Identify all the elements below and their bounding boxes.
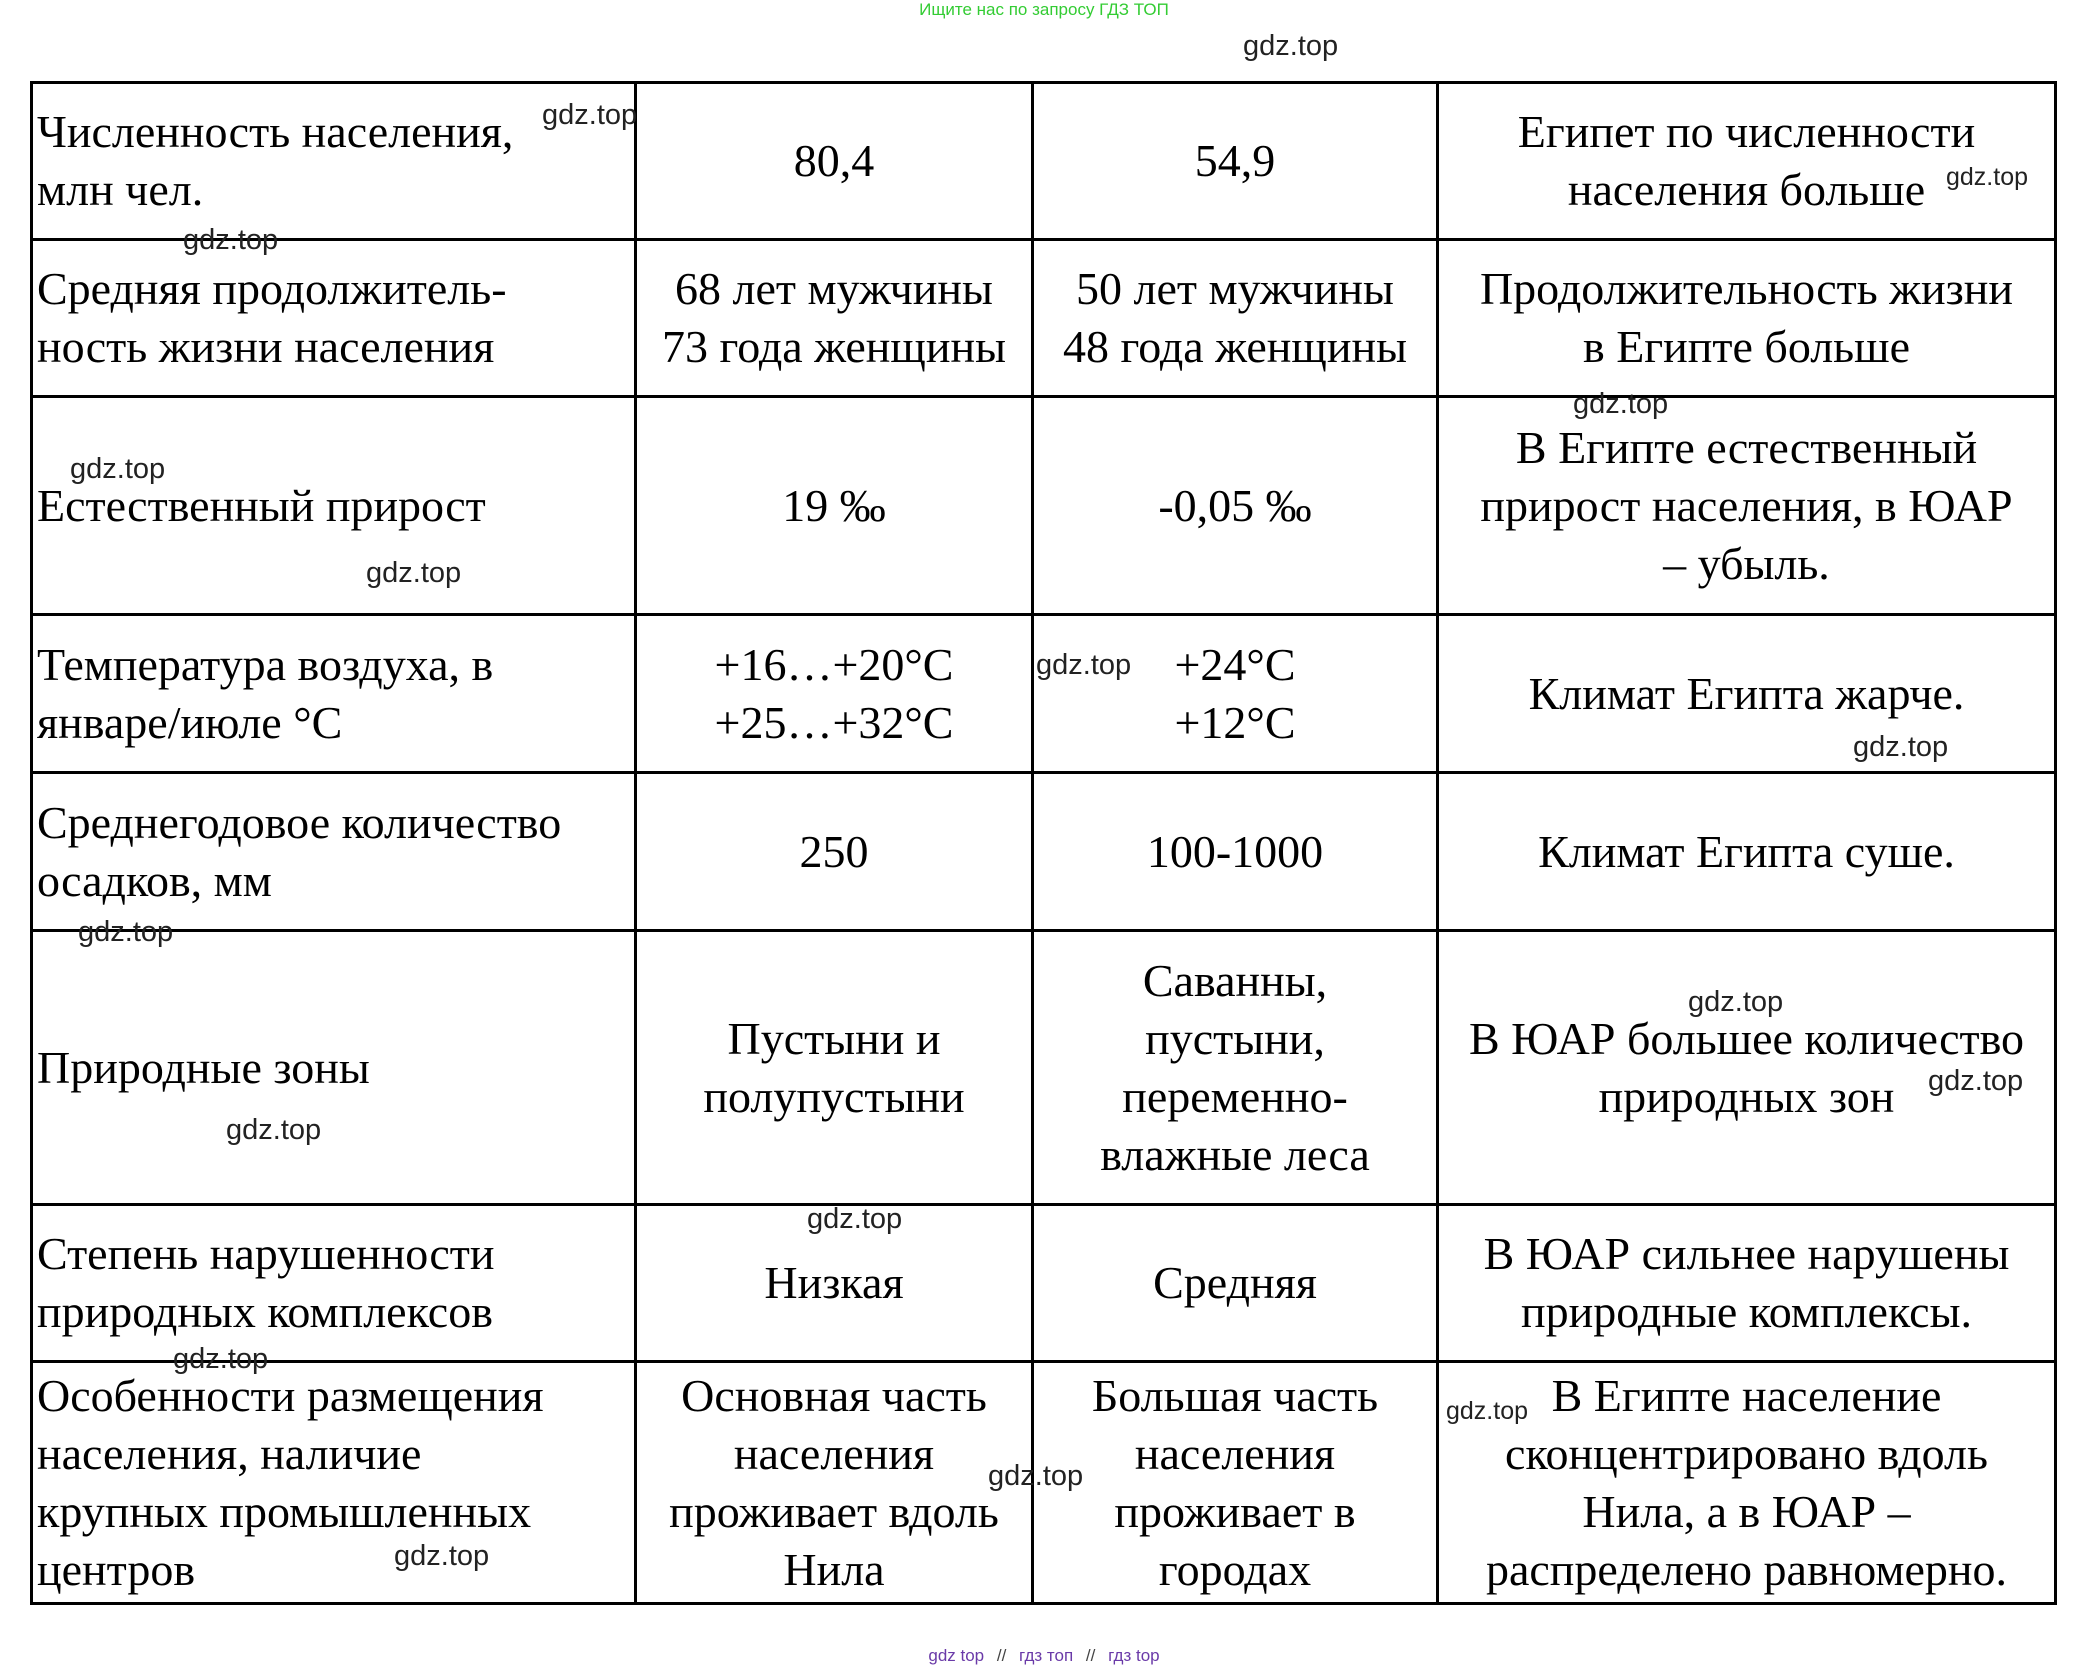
footer-link[interactable]: гдз топ (1019, 1646, 1074, 1665)
cell-text-line: 80,4 (793, 135, 875, 186)
comparison-table (30, 81, 2057, 1605)
cell-text-line: В ЮАР большее количество (1468, 1012, 2025, 1064)
cell-text-line: городах (1158, 1543, 1312, 1595)
conclusion-cell (1438, 240, 2056, 397)
cell-text-line: +12°С (1174, 696, 1296, 748)
watermark-text: gdz.top (1036, 649, 1132, 681)
conclusion-cell (1438, 1205, 2056, 1362)
sar-value-cell (1033, 1205, 1438, 1362)
cell-text-line: сконцентрировано вдоль (1505, 1427, 1988, 1479)
cell-text-line: Основная часть (681, 1369, 987, 1421)
cell-text-line: +25…+32°С (714, 696, 954, 748)
conclusion-cell (1438, 1362, 2056, 1604)
conclusion-cell (1438, 615, 2056, 773)
cell-text-line: 73 года женщины (662, 321, 1006, 372)
table-row (32, 83, 2056, 240)
egypt-value-cell (636, 240, 1033, 397)
egypt-value-cell (636, 1362, 1033, 1604)
watermark-text: gdz.top (366, 557, 462, 589)
watermark-text: gdz.top (1243, 30, 1339, 62)
egypt-value-cell (636, 615, 1033, 773)
cell-text-line: В ЮАР сильнее нарушены (1483, 1228, 2010, 1279)
sar-value-cell (1033, 397, 1438, 615)
watermark-text: gdz.top (226, 1114, 322, 1146)
cell-text-line: Природные зоны (37, 1041, 370, 1093)
cell-text-line: -0,05 ‰ (1158, 479, 1312, 531)
cell-text-line: центров (37, 1543, 196, 1595)
cell-text-line: Египет по численности (1517, 106, 1976, 157)
cell-text-line: – убыль. (1663, 537, 1830, 589)
cell-text-line: Степень нарушенности (37, 1228, 495, 1279)
cell-text-line: январе/июле °С (37, 696, 343, 748)
row-label-cell (32, 931, 636, 1205)
watermark-text: gdz.top (1446, 1397, 1529, 1425)
watermark-text: gdz.top (542, 99, 638, 131)
sar-value-cell (1033, 773, 1438, 931)
watermark-text: gdz.top (807, 1203, 903, 1235)
cell-text-line: Климат Египта жарче. (1528, 667, 1965, 719)
cell-text-line: осадков, мм (37, 854, 272, 906)
row-label-cell (32, 1205, 636, 1362)
cell-text-line: влажные леса (1100, 1128, 1370, 1180)
cell-text-line: населения больше (1567, 164, 1926, 215)
watermark-text: gdz.top (78, 916, 174, 948)
egypt-value-cell (636, 773, 1033, 931)
table-row (32, 615, 2056, 773)
cell-text-line: 48 года женщины (1063, 321, 1407, 372)
cell-text-line: ность жизни населения (37, 321, 495, 372)
row-label-cell (32, 1362, 636, 1604)
cell-text-line: Естественный прирост (37, 479, 486, 531)
cell-text-line: проживает вдоль (669, 1485, 999, 1537)
cell-text-line: 54,9 (1194, 135, 1276, 186)
top-banner: Ищите нас по запросу ГДЗ ТОП (919, 0, 1169, 19)
watermark-text: gdz.top (988, 1460, 1084, 1492)
table-row (32, 773, 2056, 931)
cell-text-line: Большая часть (1091, 1369, 1379, 1421)
watermark-text: gdz.top (1946, 163, 2029, 191)
egypt-value-cell (636, 397, 1033, 615)
footer-links (0, 1646, 2088, 1666)
cell-text-line: 19 ‰ (782, 479, 886, 531)
cell-text-line: распределено равномерно. (1485, 1543, 2008, 1595)
egypt-value-cell (636, 931, 1033, 1205)
cell-text-line: Продолжительность жизни (1479, 263, 2014, 314)
cell-text-line: Низкая (764, 1257, 904, 1308)
cell-text-line: проживает в (1114, 1485, 1356, 1537)
cell-text-line: полупустыни (703, 1070, 965, 1122)
cell-text-line: Особенности размещения (37, 1369, 544, 1421)
row-label-cell (32, 240, 636, 397)
footer-separator: // (996, 1646, 1007, 1665)
cell-text-line: Климат Египта суше. (1538, 825, 1955, 877)
table-row (32, 931, 2056, 1205)
table-row (32, 240, 2056, 397)
cell-text-line: 250 (799, 825, 869, 877)
conclusion-cell (1438, 397, 2056, 615)
cell-text-line: 50 лет мужчины (1076, 263, 1394, 314)
cell-text-line: прирост населения, в ЮАР (1480, 479, 2013, 531)
row-label-cell (32, 397, 636, 615)
footer-link[interactable]: гдз top (1108, 1646, 1160, 1665)
sar-value-cell (1033, 1362, 1438, 1604)
cell-text-line: Саванны, (1142, 954, 1328, 1006)
cell-text-line: Средняя продолжитель- (37, 263, 507, 314)
conclusion-cell (1438, 83, 2056, 240)
cell-text-line: природных зон (1598, 1070, 1895, 1122)
conclusion-cell (1438, 773, 2056, 931)
sar-value-cell (1033, 931, 1438, 1205)
cell-text-line: +16…+20°С (714, 638, 954, 690)
watermark-text: gdz.top (183, 224, 279, 256)
cell-text-line: природные комплексы. (1520, 1286, 1972, 1337)
cell-text-line: Средняя (1153, 1257, 1317, 1308)
footer-link[interactable]: gdz top (928, 1646, 985, 1665)
cell-text-line: переменно- (1122, 1070, 1348, 1122)
row-label-cell (32, 615, 636, 773)
cell-text-line: населения, наличие (37, 1427, 422, 1479)
cell-text-line: В Египте естественный (1515, 421, 1978, 473)
watermark-text: gdz.top (1688, 986, 1784, 1018)
cell-text-line: населения (1134, 1427, 1336, 1479)
cell-text-line: Пустыни и (727, 1012, 941, 1064)
sar-value-cell (1033, 83, 1438, 240)
cell-text-line: 100-1000 (1146, 825, 1324, 877)
cell-text-line: Численность населения, (37, 106, 514, 157)
watermark-text: gdz.top (1928, 1065, 2024, 1097)
cell-text-line: крупных промышленных (37, 1485, 532, 1537)
cell-text-line: Нила, а в ЮАР – (1582, 1485, 1911, 1537)
cell-text-line: Среднегодовое количество (37, 796, 562, 848)
row-label-cell (32, 773, 636, 931)
footer-separator: // (1085, 1646, 1096, 1665)
cell-text-line: 68 лет мужчины (675, 263, 993, 314)
table-row (32, 1205, 2056, 1362)
cell-text-line: В Египте население (1551, 1369, 1942, 1421)
cell-text-line: природных комплексов (37, 1286, 493, 1337)
watermark-text: gdz.top (173, 1343, 269, 1375)
cell-text-line: +24°С (1174, 638, 1296, 690)
watermark-text: gdz.top (394, 1540, 490, 1572)
egypt-value-cell (636, 83, 1033, 240)
cell-text-line: Температура воздуха, в (37, 638, 494, 690)
sar-value-cell (1033, 615, 1438, 773)
watermark-text: gdz.top (1853, 731, 1949, 763)
cell-text-line: населения (733, 1427, 935, 1479)
watermark-text: gdz.top (70, 453, 166, 485)
table-row (32, 397, 2056, 615)
cell-text-line: в Египте больше (1582, 321, 1910, 372)
cell-text-line: пустыни, (1145, 1012, 1325, 1064)
cell-text-line: млн чел. (37, 164, 204, 215)
sar-value-cell (1033, 240, 1438, 397)
watermark-text: gdz.top (1573, 388, 1669, 420)
cell-text-line: Нила (783, 1543, 885, 1595)
